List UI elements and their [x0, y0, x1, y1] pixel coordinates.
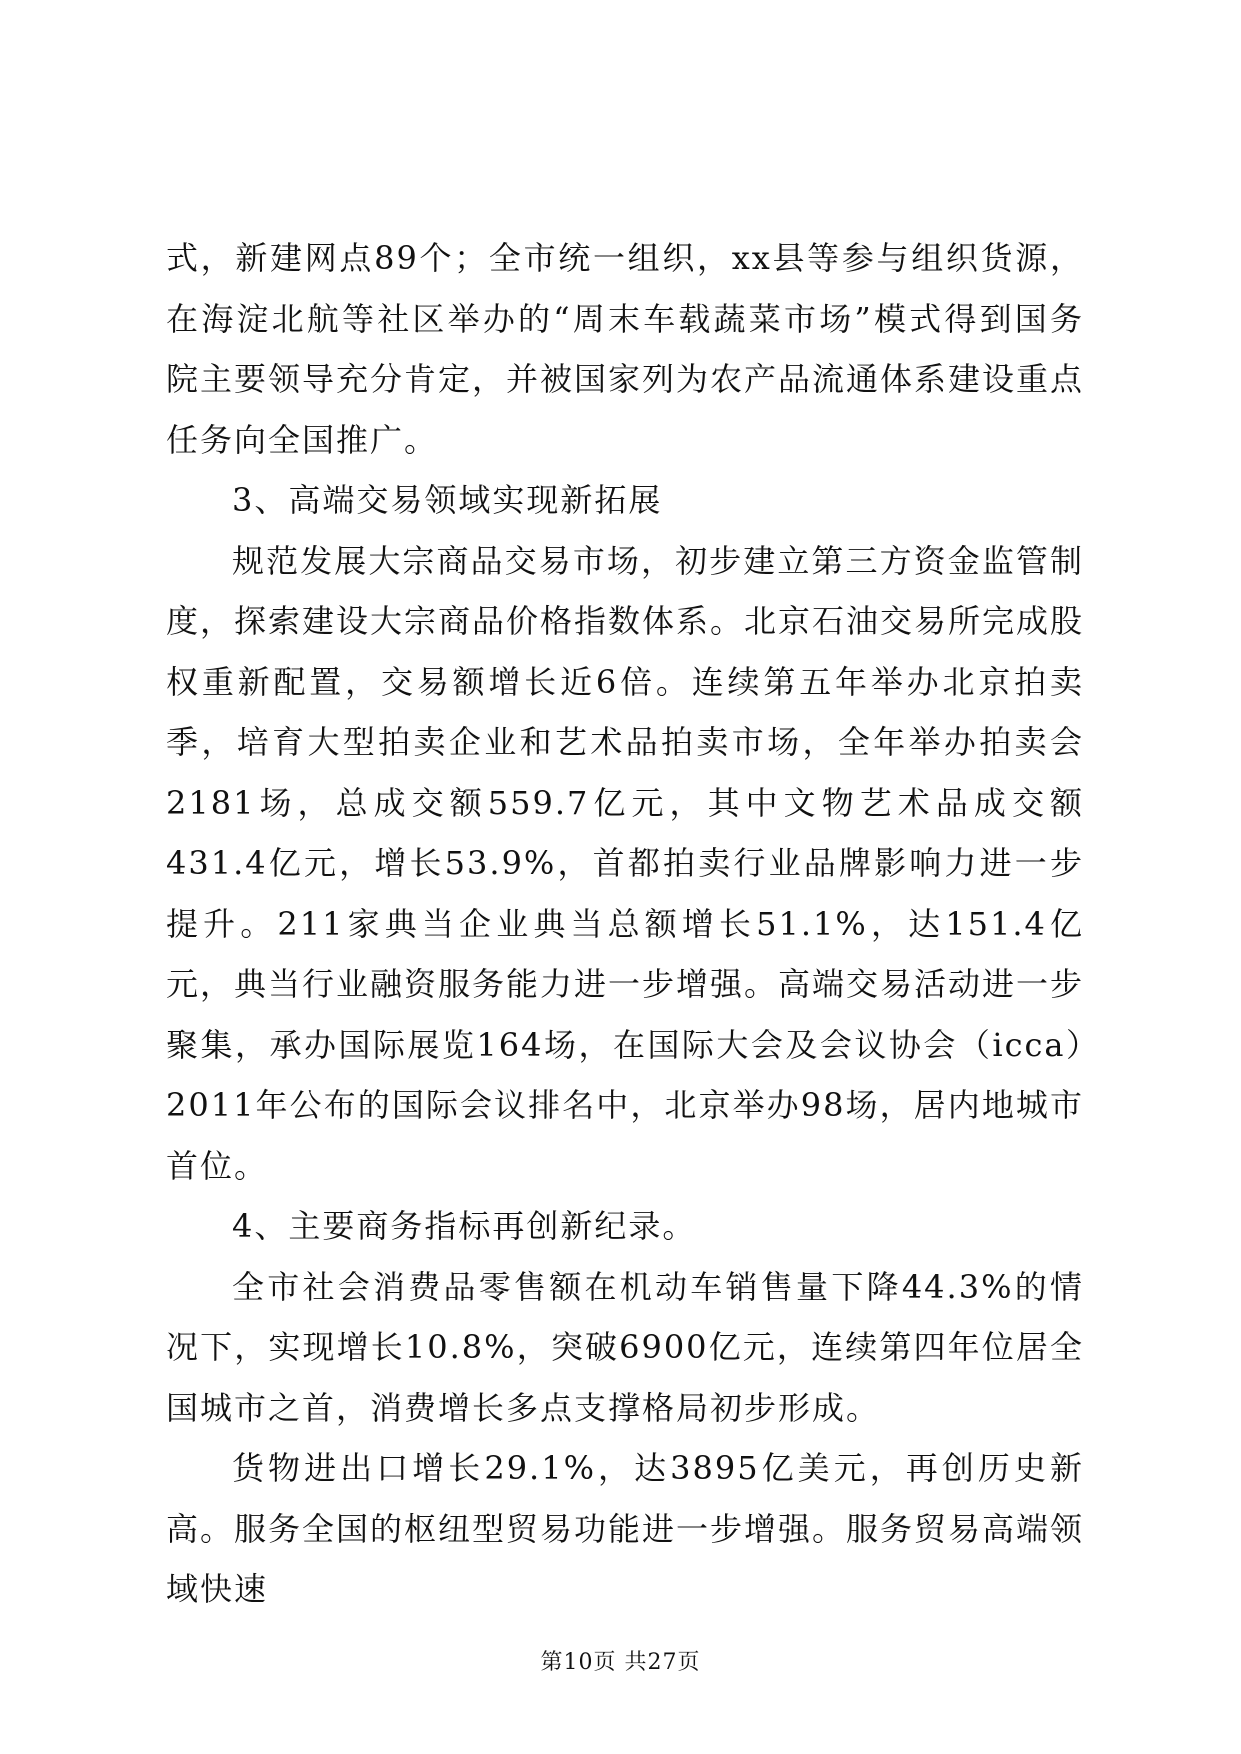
- paragraph-retail-sales: 全市社会消费品零售额在机动车销售量下降44.3%的情况下，实现增长10.8%，突破6900亿元，连续第四年位居全国城市之首，消费增长多点支撑格局初步形成。: [166, 1267, 1084, 1427]
- section-heading-3: 3、高端交易领域实现新拓展: [232, 481, 663, 519]
- paragraph-high-end-trade: 规范发展大宗商品交易市场，初步建立第三方资金监管制度，探索建设大宗商品价格指数体系。北京石油交易所完成股权重新配置，交易额增长近6倍。连续第五年举办北京拍卖季，培育大型拍卖企业和艺术品拍卖市场，全年举办拍卖会2181场，总成交额559.7亿元，其中文物艺术品成交额431.4亿元，增长53.9%，首都拍卖行业品牌影响力进一步提升。211家典当企业典当总额增长51.1%，达151.4亿元，典当行业融资服务能力进一步增强。高端交易活动进一步聚集，承办国际展览164场，在国际大会及会议协会（icca）2011年公布的国际会议排名中，北京举办98场，居内地城市首位。: [166, 541, 1085, 1185]
- section-heading-4: 4、主要商务指标再创新纪录。: [232, 1207, 697, 1245]
- paragraph-import-export: 货物进出口增长29.1%，达3895亿美元，再创历史新高。服务全国的枢纽型贸易功能进一步增强。服务贸易高端领域快速: [166, 1449, 1085, 1608]
- paragraph-continuation: 式，新建网点89个；全市统一组织，xx县等参与组织货源，在海淀北航等社区举办的“周末车载蔬菜市场”模式得到国务院主要领导充分肯定，并被国家列为农产品流通体系建设重点任务向全国推广。: [166, 239, 1085, 459]
- document-body: [166, 228, 1084, 1620]
- page-number-footer: 第10页 共27页: [540, 1650, 701, 1675]
